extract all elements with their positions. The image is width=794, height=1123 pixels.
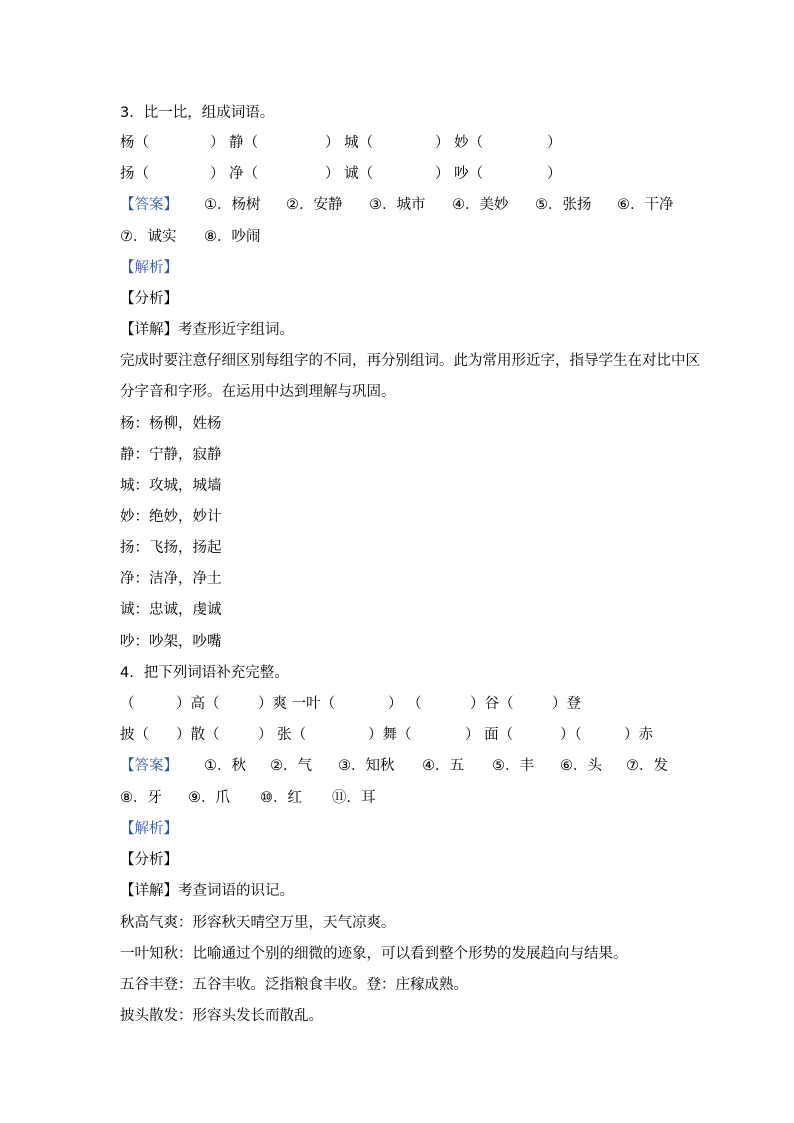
answer-item: ⑧．牙 bbox=[120, 790, 162, 806]
answer-tag: 【答案】 bbox=[120, 197, 178, 213]
detail-text: 考查形近字组词。 bbox=[178, 322, 294, 338]
answer-item: ①．秋 bbox=[204, 758, 246, 774]
q4-row2-cell: ）赤 bbox=[624, 727, 653, 743]
answer-tag: 【答案】 bbox=[120, 758, 178, 774]
answer-item: ⑥．头 bbox=[560, 758, 602, 774]
answer-item: ⑦．诚实 bbox=[120, 229, 177, 245]
q3-fenxi-tag: 【分析】 bbox=[120, 291, 178, 307]
q3-row2-cell: 扬（ bbox=[120, 166, 149, 182]
question-3-row-1 bbox=[120, 131, 570, 155]
word-pair-line: 诚：忠诚，虔诚 bbox=[120, 602, 222, 618]
q4-row1-cell: ）登 bbox=[552, 696, 581, 712]
detail-text: 考查词语的识记。 bbox=[178, 883, 294, 899]
q3-jiexi-tag: 【解析】 bbox=[120, 260, 178, 276]
q3-paragraph-2: 分字音和字形。在运用中达到理解与巩固。 bbox=[120, 384, 396, 400]
answer-item: ⑥．干净 bbox=[617, 197, 674, 213]
answer-item: ②．气 bbox=[270, 758, 312, 774]
answer-item: ⑧．吵闹 bbox=[204, 229, 261, 245]
answer-item: ⑤．张扬 bbox=[535, 197, 592, 213]
q4-row2-cell: ）舞（ bbox=[368, 727, 412, 743]
q4-row1-cell: ）谷（ bbox=[470, 696, 514, 712]
idiom-explanation: 秋高气爽：形容秋天晴空万里，天气凉爽。 bbox=[120, 915, 396, 931]
answer-item: ⑦．发 bbox=[626, 758, 668, 774]
q4-fenxi-tag: 【分析】 bbox=[120, 852, 178, 868]
question-3-row-2 bbox=[120, 162, 570, 186]
idiom-explanation: 披头散发：形容头发长而散乱。 bbox=[120, 1008, 323, 1024]
answer-item: ②．安静 bbox=[286, 197, 343, 213]
q4-row1-cell: ）爽 一叶（ bbox=[258, 696, 336, 712]
word-pair-line: 静：宁静，寂静 bbox=[120, 447, 222, 463]
answer-item: ③．知秋 bbox=[338, 758, 395, 774]
q3-row1-cell: ） bbox=[547, 135, 562, 151]
answer-item: ⑩．红 bbox=[260, 790, 302, 806]
q4-row1-cell: ） （ bbox=[388, 696, 422, 712]
answer-item: ④．五 bbox=[422, 758, 464, 774]
word-pair-line: 净：洁净，净土 bbox=[120, 571, 222, 587]
word-pair-line: 扬：飞扬，扬起 bbox=[120, 540, 222, 556]
answer-item: ①．杨树 bbox=[204, 197, 261, 213]
question-4-title: 4．把下列词语补充完整。 bbox=[120, 665, 289, 681]
q3-row2-cell: ） 净（ bbox=[210, 166, 259, 182]
q3-row2-cell: ） 诚（ bbox=[325, 166, 374, 182]
q3-detail-line bbox=[120, 318, 294, 342]
detail-tag: 【详解】 bbox=[120, 883, 178, 899]
q4-jiexi-tag: 【解析】 bbox=[120, 821, 178, 837]
q3-row2-cell: ） 吵（ bbox=[435, 166, 484, 182]
q4-row2-cell: ） 张（ bbox=[258, 727, 307, 743]
q3-row1-cell: ） 妙（ bbox=[435, 135, 484, 151]
q4-answer-line-1 bbox=[120, 754, 680, 778]
word-pair-line: 妙：绝妙，妙计 bbox=[120, 509, 222, 525]
q4-answer-line-2 bbox=[120, 786, 400, 810]
word-pair-line: 杨：杨柳，姓杨 bbox=[120, 416, 222, 432]
answer-item: ⑪．耳 bbox=[332, 790, 376, 806]
q3-answer-line-2 bbox=[120, 225, 320, 249]
answer-item: ⑨．爪 bbox=[188, 790, 230, 806]
word-pair-line: 吵：吵架，吵嘴 bbox=[120, 634, 222, 650]
q4-detail-line bbox=[120, 879, 294, 903]
q4-row2-cell: ） 面（ bbox=[465, 727, 514, 743]
question-3-title: 3．比一比，组成词语。 bbox=[120, 105, 275, 121]
q4-row2-cell: ）散（ bbox=[176, 727, 220, 743]
q4-row2-cell: ）（ bbox=[560, 727, 582, 743]
q3-answer-line-1 bbox=[120, 193, 680, 217]
question-4-row-2 bbox=[120, 723, 660, 747]
answer-item: ③．城市 bbox=[369, 197, 426, 213]
idiom-explanation: 五谷丰登：五谷丰收。泛指粮食丰收。登：庄稼成熟。 bbox=[120, 977, 468, 993]
answer-item: ④．美妙 bbox=[452, 197, 509, 213]
q3-row1-cell: ） 城（ bbox=[325, 135, 374, 151]
q3-row2-cell: ） bbox=[547, 166, 562, 182]
question-4-row-1 bbox=[120, 692, 590, 716]
answer-item: ⑤．丰 bbox=[492, 758, 534, 774]
detail-tag: 【详解】 bbox=[120, 322, 178, 338]
q4-row1-cell: ）高（ bbox=[176, 696, 220, 712]
q3-row1-cell: 杨（ bbox=[120, 135, 149, 151]
word-pair-line: 城：攻城，城墙 bbox=[120, 478, 222, 494]
q3-row1-cell: ） 静（ bbox=[210, 135, 259, 151]
q4-row2-cell: 披（ bbox=[120, 727, 149, 743]
q3-paragraph-1: 完成时要注意仔细区别每组字的不同，再分别组词。此为常用形近字，指导学生在对比中区 bbox=[120, 353, 700, 369]
q4-row1-cell: （ bbox=[120, 696, 135, 712]
idiom-explanation: 一叶知秋：比喻通过个别的细微的迹象，可以看到整个形势的发展趋向与结果。 bbox=[120, 946, 628, 962]
